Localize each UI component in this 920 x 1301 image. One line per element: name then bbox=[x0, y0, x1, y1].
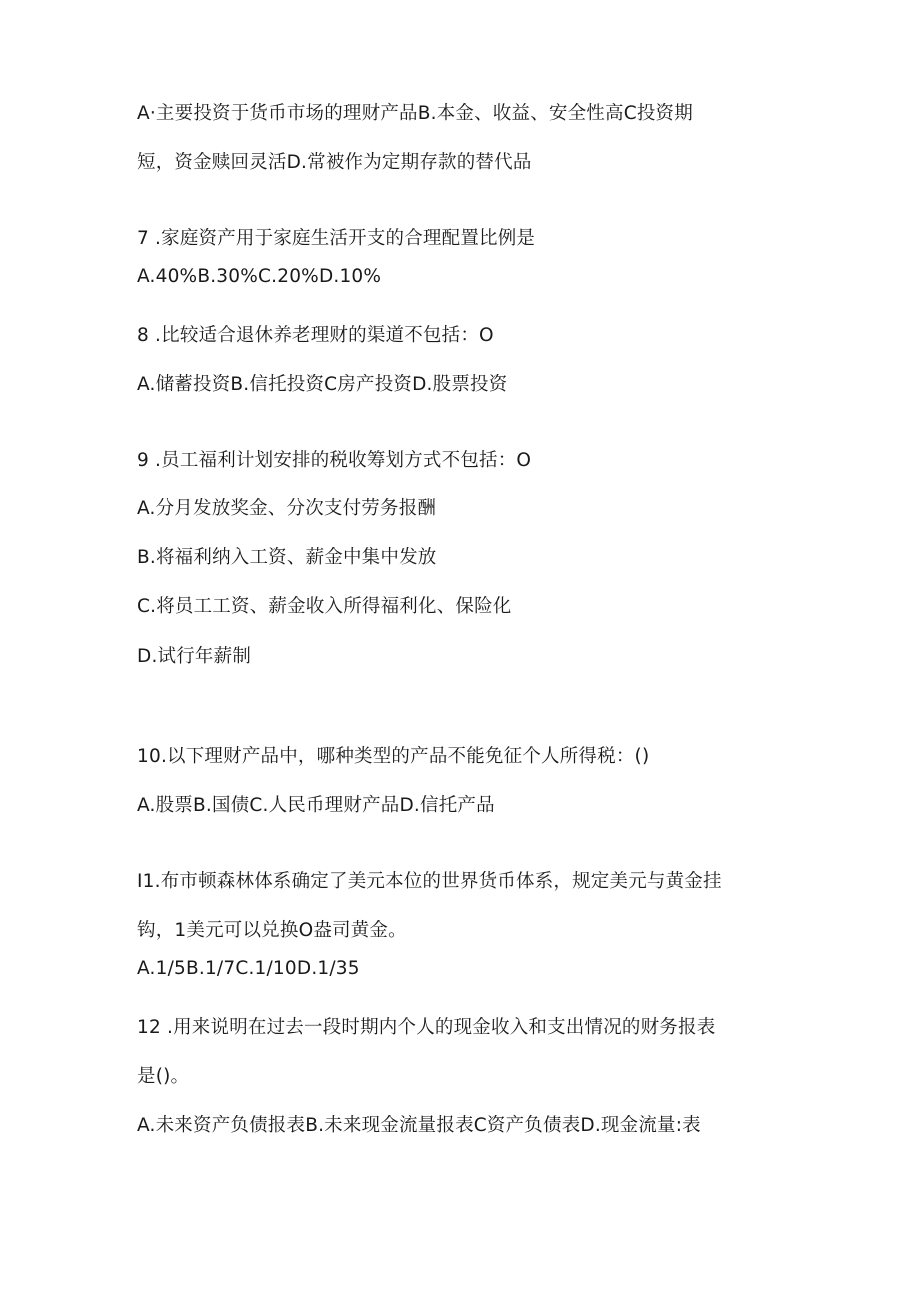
q7-options: A.40%B.30%C.20%D.10% bbox=[137, 266, 382, 287]
q6-options-line-1: A·主要投资于货币市场的理财产品B.本金、收益、安全性高C投资期 bbox=[137, 103, 693, 124]
q10-options: A.股票B.国债C.人民币理财产品D.信托产品 bbox=[137, 795, 495, 816]
q11-question-line-1: I1.布市顿森林体系确定了美元本位的世界货币体系，规定美元与黄金挂 bbox=[137, 871, 722, 892]
q11-options: A.1/5B.1/7C.1/10D.1/35 bbox=[137, 958, 360, 979]
q9-option-c: C.将员工工资、薪金收入所得福利化、保险化 bbox=[137, 596, 512, 617]
q11-question-line-2: 钩，1美元可以兑换O盎司黄金。 bbox=[137, 920, 407, 941]
q9-option-d: D.试行年薪制 bbox=[137, 646, 252, 667]
q12-question-line-1: 12 .用来说明在过去一段时期内个人的现金收入和支出情况的财务报表 bbox=[137, 1017, 716, 1038]
q9-option-b: B.将福利纳入工资、薪金中集中发放 bbox=[137, 547, 437, 568]
q8-options: A.储蓄投资B.信托投资C房产投资D.股票投资 bbox=[137, 374, 508, 395]
q7-question: 7 .家庭资产用于家庭生活开支的合理配置比例是 bbox=[137, 228, 536, 249]
q6-options-line-2: 短，资金赎回灵活D.常被作为定期存款的替代品 bbox=[137, 152, 532, 173]
q9-question: 9 .员工福利计划安排的税收筹划方式不包括：O bbox=[137, 450, 532, 471]
q10-question: 10.以下理财产品中，哪种类型的产品不能免征个人所得税：() bbox=[137, 746, 650, 767]
q12-options: A.未来资产负债报表B.未来现金流量报表C资产负债表D.现金流量:表 bbox=[137, 1115, 701, 1136]
q9-option-a: A.分月发放奖金、分次支付劳务报酬 bbox=[137, 498, 437, 519]
q12-question-line-2: 是()。 bbox=[137, 1066, 190, 1087]
q8-question: 8 .比较适合退休养老理财的渠道不包括：O bbox=[137, 325, 494, 346]
